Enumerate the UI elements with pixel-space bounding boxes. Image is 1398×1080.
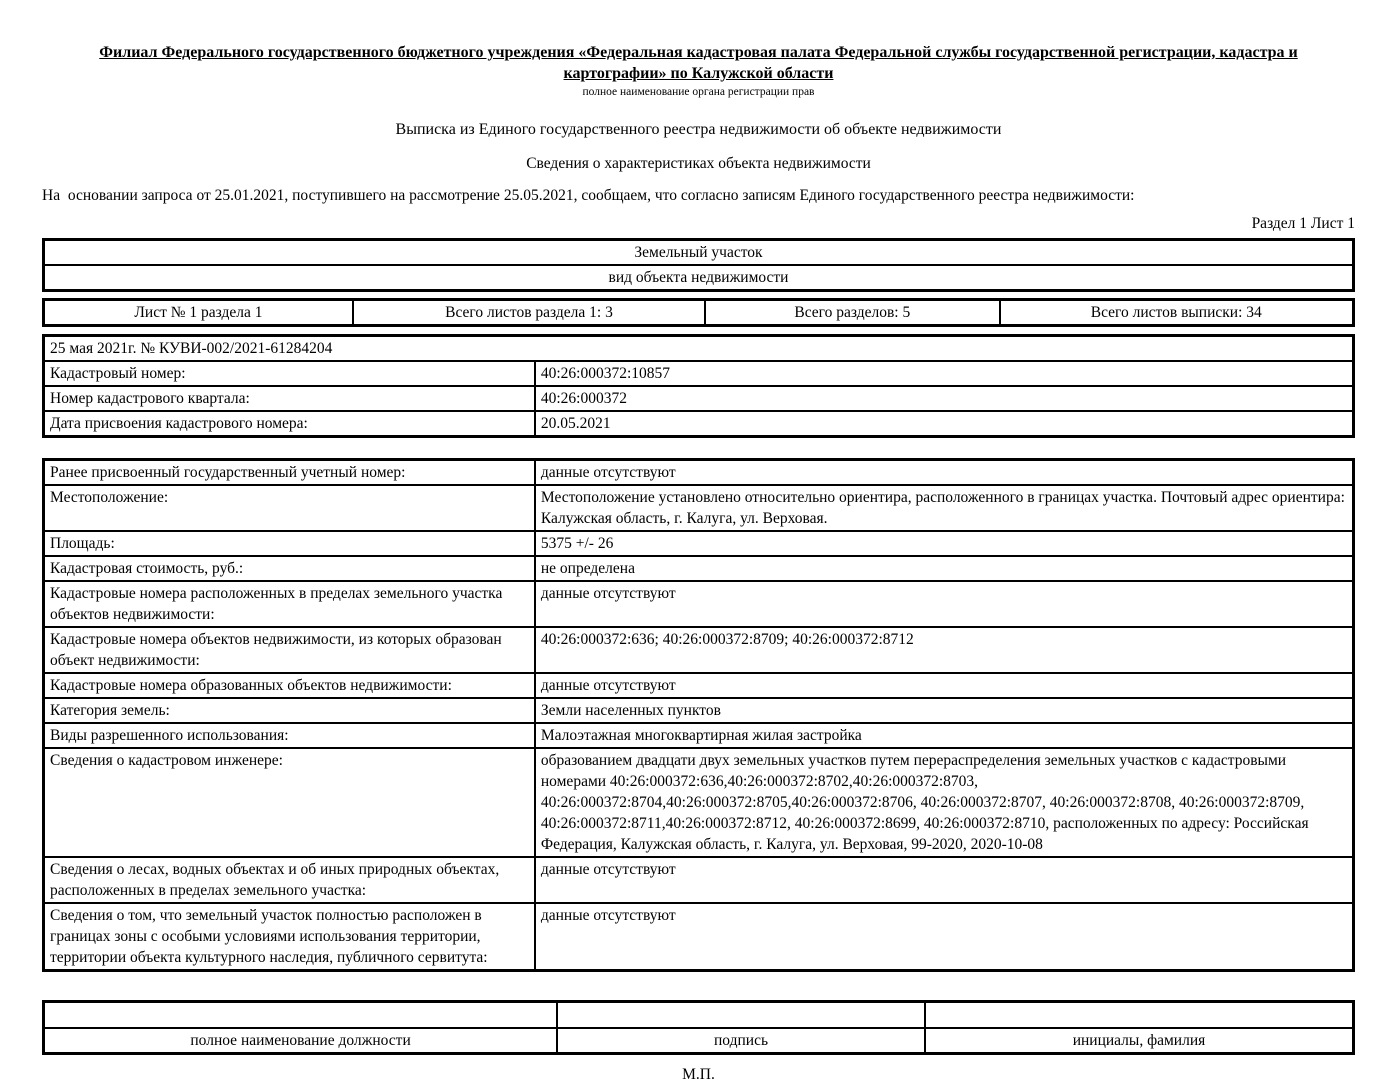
row-value: Земли населенных пунктов — [535, 698, 1353, 723]
row-value: 40:26:000372 — [535, 386, 1353, 411]
row-label: Кадастровые номера образованных объектов недвижимости: — [44, 673, 535, 698]
table-row — [44, 1028, 1353, 1053]
table-row — [44, 581, 1353, 627]
table-row — [44, 1002, 1353, 1028]
row-value: образованием двадцати двух земельных участков путем перераспределения земельных участков с кадастровыми номерами 40:26:000372:636,40:26:000372:8702,40:26:000372:8703, 40:26:000372:8704,40:26:000372:8705,40:26:000372:8706, 40:26:000372:8707, 40:26:000372:8708, 40:26:000372:8709, 40:26:000372:8711,40:26:000372:8712, 40:26:000372:8699, 40:26:000372:8710, расположенных по адресу: Российская Федерация, Калужская область, г. Калуга, ул. Верховая, 99-2020, 2020-10-08 — [535, 748, 1353, 857]
row-value: 40:26:000372:10857 — [535, 361, 1353, 386]
characteristics-table — [42, 458, 1355, 972]
table-row — [44, 361, 1353, 386]
signature-position-caption: полное наименование должности — [44, 1028, 557, 1053]
row-label: Сведения о кадастровом инженере: — [44, 748, 535, 857]
section-sheet-label: Раздел 1 Лист 1 — [1251, 215, 1355, 232]
table-row — [44, 748, 1353, 857]
extract-sheets-total-cell: Всего листов выписки: 34 — [1000, 300, 1353, 325]
row-value: Малоэтажная многоквартирная жилая застройка — [535, 723, 1353, 748]
row-label: Кадастровая стоимость, руб.: — [44, 556, 535, 581]
row-label: Местоположение: — [44, 485, 535, 531]
table-row — [44, 336, 1353, 361]
row-value: данные отсутствуют — [535, 460, 1353, 485]
table-row — [44, 556, 1353, 581]
table-row — [44, 673, 1353, 698]
signature-table — [42, 1000, 1355, 1055]
table-row — [44, 698, 1353, 723]
section-sheets-total-cell: Всего листов раздела 1: 3 — [353, 300, 705, 325]
row-label: Дата присвоения кадастрового номера: — [44, 411, 535, 436]
row-label: Кадастровые номера расположенных в пределах земельного участка объектов недвижимости: — [44, 581, 535, 627]
document-title: Выписка из Единого государственного реестра недвижимости об объекте недвижимости — [395, 121, 1002, 138]
table-row — [44, 386, 1353, 411]
row-label: Сведения о том, что земельный участок полностью расположен в границах зоны с особыми условиями использования территории, территории объекта культурного наследия, публичного сервитута: — [44, 903, 535, 970]
object-type-caption: вид объекта недвижимости — [44, 265, 1353, 290]
document-subtitle: Сведения о характеристиках объекта недвижимости — [526, 155, 871, 172]
extract-date-number: 25 мая 2021г. № КУВИ-002/2021-61284204 — [44, 336, 1353, 361]
row-label: Категория земель: — [44, 698, 535, 723]
org-name-caption: полное наименование органа регистрации прав — [582, 86, 815, 98]
row-label: Виды разрешенного использования: — [44, 723, 535, 748]
row-value: данные отсутствуют — [535, 673, 1353, 698]
table-row — [44, 723, 1353, 748]
signature-name-caption: инициалы, фамилия — [925, 1028, 1353, 1053]
row-value: 40:26:000372:636; 40:26:000372:8709; 40:26:000372:8712 — [535, 627, 1353, 673]
row-value: 5375 +/- 26 — [535, 531, 1353, 556]
table-row — [44, 411, 1353, 436]
stamp-placeholder: М.П. — [682, 1066, 715, 1080]
row-label: Площадь: — [44, 531, 535, 556]
row-label: Кадастровые номера объектов недвижимости, из которых образован объект недвижимости: — [44, 627, 535, 673]
sheet-info-table — [42, 298, 1355, 327]
table-row — [44, 300, 1353, 325]
row-value: данные отсутствуют — [535, 857, 1353, 903]
sections-total-cell: Всего разделов: 5 — [705, 300, 1000, 325]
table-row — [44, 485, 1353, 531]
row-label: Номер кадастрового квартала: — [44, 386, 535, 411]
table-row — [44, 265, 1353, 290]
object-type-value: Земельный участок — [44, 240, 1353, 265]
signature-sign-caption: подпись — [557, 1028, 925, 1053]
table-row — [44, 531, 1353, 556]
table-row — [44, 903, 1353, 970]
row-value: Местоположение установлено относительно ориентира, расположенного в границах участка. Почтовый адрес ориентира: Калужская область, г. Калуга, ул. Верховая. — [535, 485, 1353, 531]
registration-table — [42, 334, 1355, 438]
row-value: 20.05.2021 — [535, 411, 1353, 436]
request-summary-line: На основании запроса от 25.01.2021, поступившего на рассмотрение 25.05.2021, сообщаем, что согласно записям Единого государственного реестра недвижимости: — [42, 187, 1135, 204]
table-row — [44, 627, 1353, 673]
row-label: Ранее присвоенный государственный учетный номер: — [44, 460, 535, 485]
table-row — [44, 857, 1353, 903]
signature-sign-cell — [557, 1002, 925, 1028]
row-value: данные отсутствуют — [535, 903, 1353, 970]
org-name-heading: Филиал Федерального государственного бюджетного учреждения «Федеральная кадастровая палата Федеральной службы государственной регистрации, кадастра и картографии» по Калужской области — [99, 44, 1298, 82]
row-value: не определена — [535, 556, 1353, 581]
signature-position-cell — [44, 1002, 557, 1028]
sheet-number-cell: Лист № 1 раздела 1 — [44, 300, 353, 325]
object-type-table — [42, 238, 1355, 292]
row-value: данные отсутствуют — [535, 581, 1353, 627]
row-label: Сведения о лесах, водных объектах и об иных природных объектах, расположенных в пределах земельного участка: — [44, 857, 535, 903]
table-row — [44, 460, 1353, 485]
signature-name-cell — [925, 1002, 1353, 1028]
row-label: Кадастровый номер: — [44, 361, 535, 386]
table-row — [44, 240, 1353, 265]
